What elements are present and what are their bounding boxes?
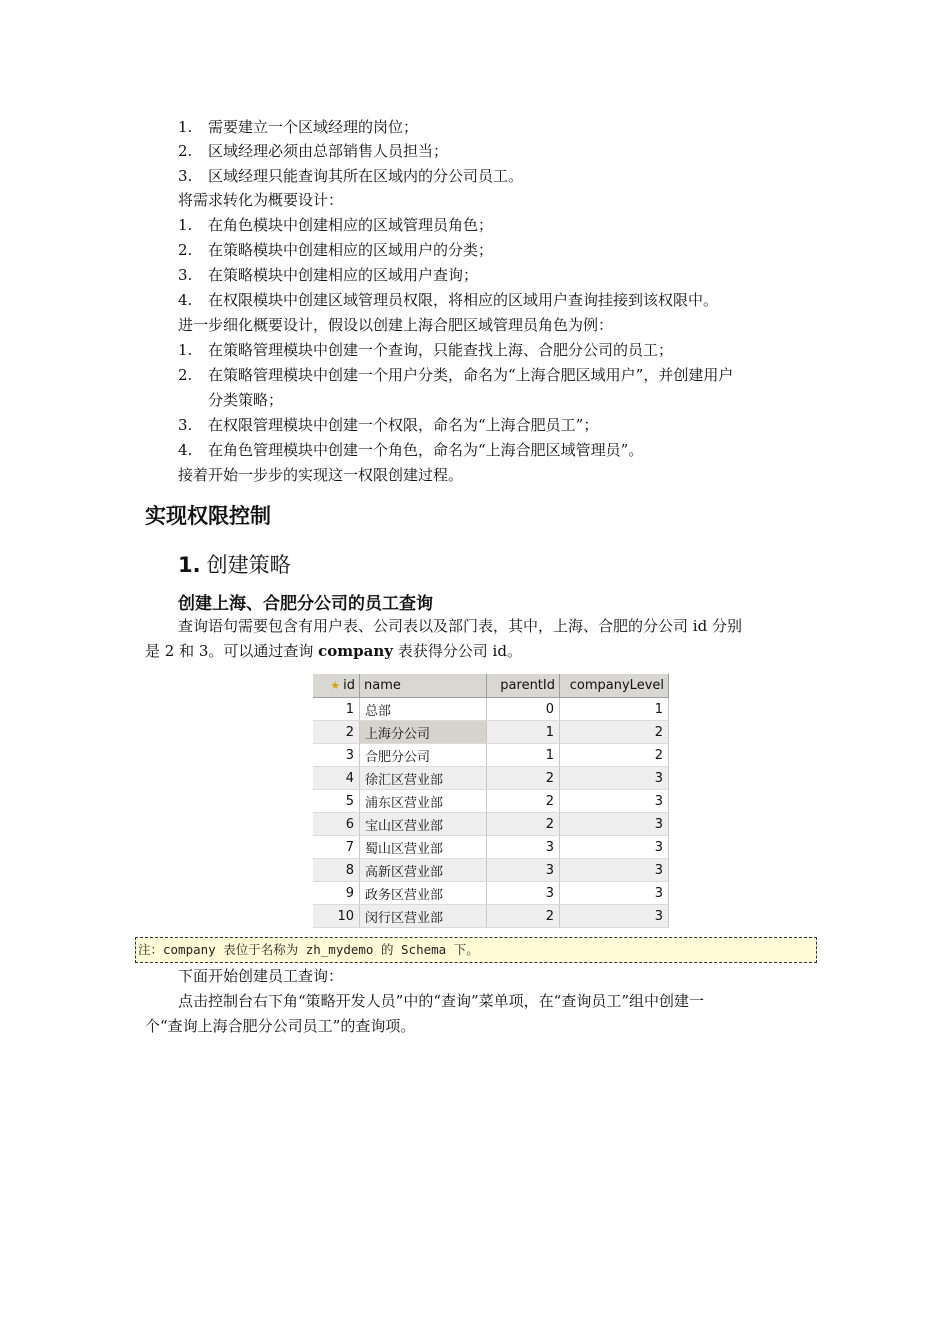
subsection-title: 创建策略 [206, 553, 291, 577]
summary-item: 2. 在策略模块中创建相应的区域用户的分类； [178, 241, 494, 259]
key-icon: ★ [330, 679, 341, 692]
next-step-line: 接着开始一步步的实现这一权限创建过程。 [178, 466, 464, 484]
table-row[interactable]: 3 合肥分公司 1 2 [313, 744, 669, 767]
requirement-item: 3. 区域经理只能查询其所在区域内的分公司员工。 [178, 167, 524, 185]
table-row[interactable]: 9 政务区营业部 3 3 [313, 882, 669, 905]
subsubsection-heading: 创建上海、合肥分公司的员工查询 [178, 594, 433, 614]
column-header-name[interactable]: name [360, 674, 487, 698]
detail-intro: 进一步细化概要设计，假设以创建上海合肥区域管理员角色为例： [178, 316, 614, 334]
company-table [313, 674, 669, 928]
summary-item: 4. 在权限模块中创建区域管理员权限，将相应的区域用户查询挂接到该权限中。 [178, 291, 719, 309]
paragraph-line: 查询语句需要包含有用户表、公司表以及部门表，其中，上海、合肥的分公司 id 分别 [178, 617, 742, 635]
requirement-item: 1. 需要建立一个区域经理的岗位； [178, 118, 419, 136]
table-row[interactable]: 8 高新区营业部 3 3 [313, 859, 669, 882]
table-row[interactable]: 6 宝山区营业部 2 3 [313, 813, 669, 836]
column-header-companylevel[interactable]: companyLevel [560, 674, 669, 698]
detail-item: 1. 在策略管理模块中创建一个查询，只能查找上海、合肥分公司的员工； [178, 341, 674, 359]
detail-item: 3. 在权限管理模块中创建一个权限，命名为“上海合肥员工”； [178, 416, 599, 434]
paragraph-line: 下面开始创建员工查询： [178, 967, 344, 985]
table-row[interactable]: 7 蜀山区营业部 3 3 [313, 836, 669, 859]
detail-item-continuation: 分类策略； [208, 391, 284, 409]
selected-cell[interactable]: 上海分公司 [360, 721, 487, 744]
detail-item: 4. 在角色管理模块中创建一个角色，命名为“上海合肥区域管理员”。 [178, 441, 644, 459]
column-header-id[interactable]: ★ id [313, 674, 360, 698]
paragraph-line: 点击控制台右下角“策略开发人员”中的“查询”菜单项，在“查询员工”组中创建一 [178, 992, 705, 1010]
table-header-row [313, 674, 669, 698]
table-row[interactable]: 5 浦东区营业部 2 3 [313, 790, 669, 813]
subsection-number: 1. [178, 553, 201, 577]
column-header-parentid[interactable]: parentId [487, 674, 560, 698]
detail-item: 2. 在策略管理模块中创建一个用户分类，命名为“上海合肥区域用户”，并创建用户 [178, 366, 734, 384]
section-heading: 实现权限控制 [145, 504, 271, 528]
summary-item: 3. 在策略模块中创建相应的区域用户查询； [178, 266, 479, 284]
requirement-item: 2. 区域经理必须由总部销售人员担当； [178, 142, 449, 160]
table-row[interactable]: 10 闵行区营业部 2 3 [313, 905, 669, 928]
table-row[interactable]: 4 徐汇区营业部 2 3 [313, 767, 669, 790]
paragraph-line: 个“查询上海合肥分公司员工”的查询项。 [145, 1017, 416, 1035]
table-row[interactable]: 2 上海分公司 1 2 [313, 721, 669, 744]
table-row[interactable]: 1 总部 0 1 [313, 698, 669, 721]
subsection-heading [178, 549, 291, 579]
table-name-inline: company [318, 642, 394, 660]
summary-intro: 将需求转化为概要设计： [178, 191, 344, 209]
paragraph-line: 是 2 和 3。可以通过查询 company 表获得分公司 id。 [145, 642, 522, 660]
summary-item: 1. 在角色模块中创建相应的区域管理员角色； [178, 216, 494, 234]
note-box: 注：company 表位于名称为 zh_mydemo 的 Schema 下。 [135, 937, 817, 963]
